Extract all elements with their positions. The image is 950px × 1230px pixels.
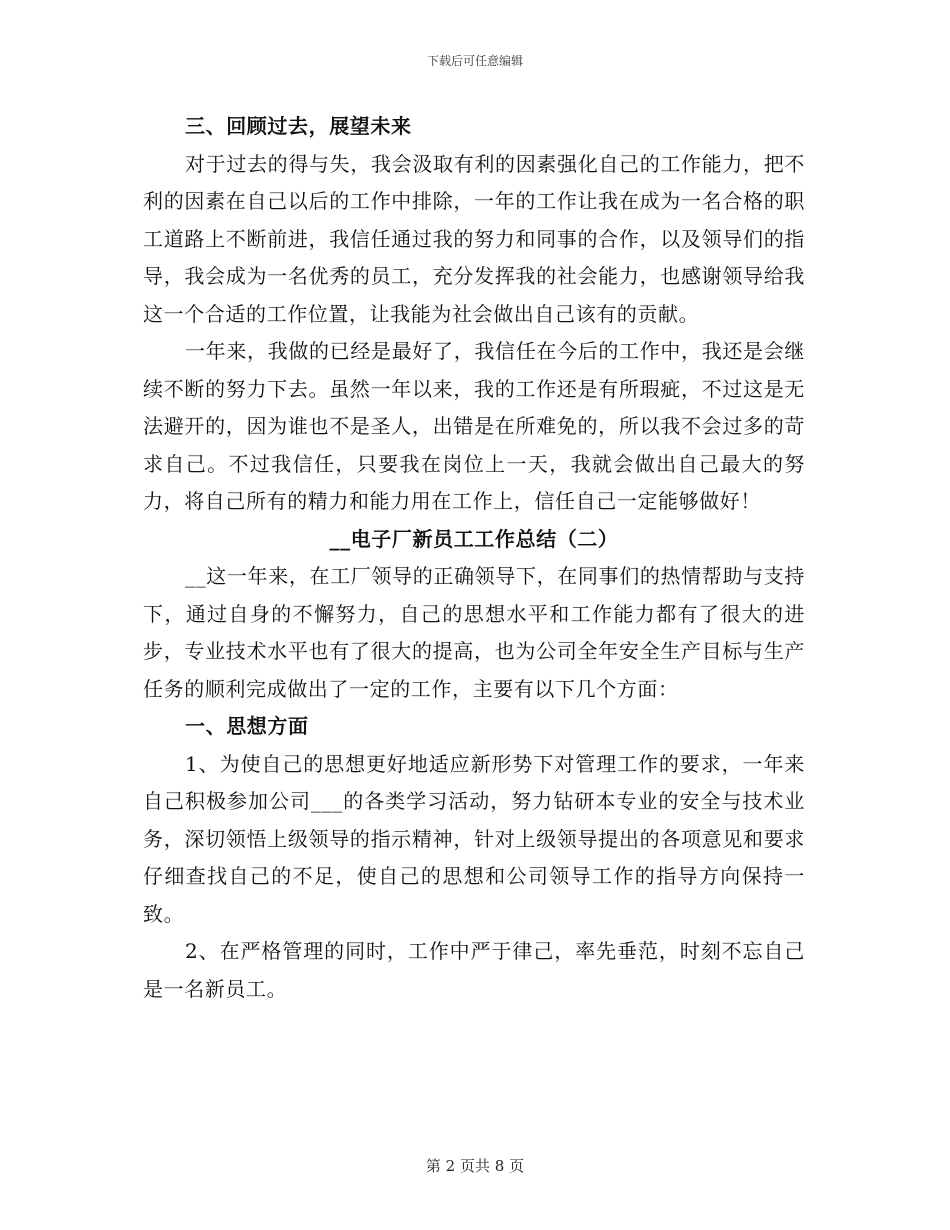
paragraph: 1、为使自己的思想更好地适应新形势下对管理工作的要求，一年来自己积极参加公司___的各类学习活动，努力钻研本专业的安全与技术业务，深切领悟上级领导的指示精神，针对上级领导提出的各项意见和要求仔细查找自己的不足，使自己的思想和公司领导工作的指导方向保持一致。 <box>143 751 805 926</box>
section-heading: 一、思想方面 <box>185 714 309 738</box>
page-header: 下载后可任意编辑 <box>426 54 523 68</box>
paragraph: 一年来，我做的已经是最好了，我信任在今后的工作中，我还是会继续不断的努力下去。虽然一年以来，我的工作还是有所瑕疵，不过这是无法避开的，因为谁也不是圣人，出错是在所难免的，所以我不会过多的苛求自己。不过我信任，只要我在岗位上一天，我就会做出自己最大的努力，将自己所有的精力和能力用在工作上，信任自己一定能够做好！ <box>143 339 805 513</box>
page-footer: 第 2 页共 8 页 <box>425 1157 525 1175</box>
paragraph: 对于过去的得与失，我会汲取有利的因素强化自己的工作能力，把不利的因素在自己以后的工作中排除，一年的工作让我在成为一名合格的职工道路上不断前进，我信任通过我的努力和同事的合作，以及领导们的指导，我会成为一名优秀的员工，充分发挥我的社会能力，也感谢领导给我这一个合适的工作位置，让我能为社会做出自己该有的贡献。 <box>143 151 805 326</box>
document-title: __电子厂新员工工作总结（二） <box>329 526 619 551</box>
paragraph: 2、在严格管理的同时，工作中严于律己，率先垂范，时刻不忘自己是一名新员工。 <box>143 939 805 1001</box>
paragraph: __这一年来，在工厂领导的正确领导下，在同事们的热情帮助与支持下，通过自身的不懈努力，自己的思想水平和工作能力都有了很大的进步，专业技术水平也有了很大的提高，也为公司全年安全生产目标与生产任务的顺利完成做出了一定的工作，主要有以下几个方面： <box>143 564 805 701</box>
section-heading: 三、回顾过去，展望未来 <box>185 114 412 138</box>
document-body <box>143 108 805 1008</box>
